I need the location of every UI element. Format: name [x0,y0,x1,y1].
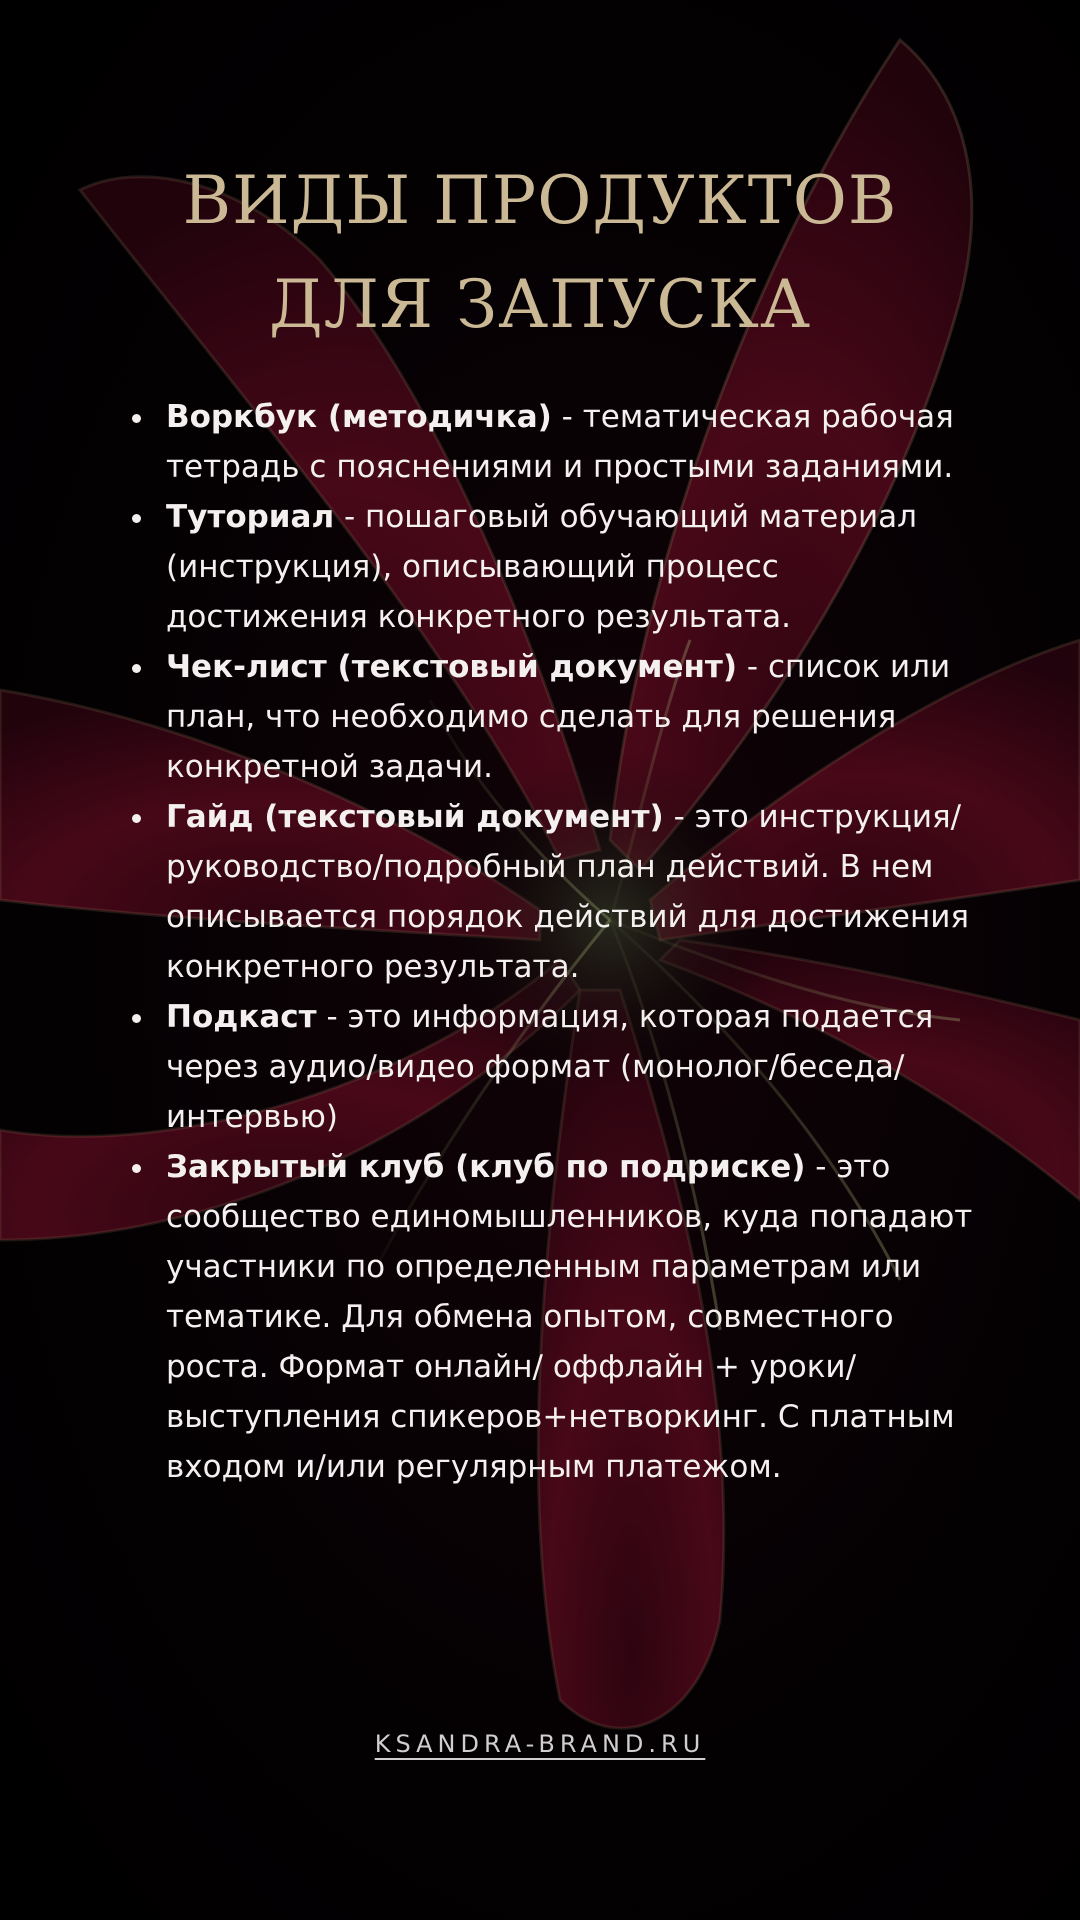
list-item [130,642,990,792]
page-title [0,149,1080,357]
item-term: Гайд (текстовый документ) [166,799,664,835]
title-line-1: ВИДЫ ПРОДУКТОВ [182,162,898,240]
item-description: - пошаговый обучающий материал (инструкция), описывающий процесс достижения конкретного результата. [166,499,917,635]
bullet-icon [132,414,141,423]
bullet-icon [132,664,141,673]
bullet-icon [132,814,141,823]
item-term: Чек-лист (текстовый документ) [166,649,738,685]
bullet-icon [132,514,141,523]
list-item [130,792,990,992]
title-line-2: ДЛЯ ЗАПУСКА [269,266,811,344]
item-description: - список или план, что необходимо сделать для решения конкретной задачи. [166,649,951,785]
item-term: Подкаст [166,999,317,1035]
item-term: Туториал [166,499,335,535]
item-description: - тематическая рабочая тетрадь с пояснениями и простыми заданиями. [166,399,954,485]
product-types-list [130,392,990,1492]
list-item [130,392,990,492]
list-item [130,1142,990,1492]
bullet-icon [132,1014,141,1023]
item-term: Закрытый клуб (клуб по подриске) [166,1149,806,1185]
list-item [130,492,990,642]
bullet-icon [132,1164,141,1173]
item-description: - это сообщество единомышленников, куда попадают участники по определенным параметрам или тематике. Для обмена опытом, совместного роста. Формат онлайн/ оффлайн + уроки/выступления спикеров+нетворкинг. С платным входом и/или регулярным платежом. [166,1149,973,1485]
item-description: - это информация, которая подается через аудио/видео формат (монолог/беседа/ интервью) [166,999,934,1135]
list-item [130,992,990,1142]
item-description: - это инструкция/ руководство/подробный план действий. В нем описывается порядок действий для достижения конкретного результата. [166,799,970,985]
website-link[interactable]: KSANDRA-BRAND.RU [374,1730,706,1758]
footer [0,1730,1080,1758]
item-term: Воркбук (методичка) [166,399,552,435]
